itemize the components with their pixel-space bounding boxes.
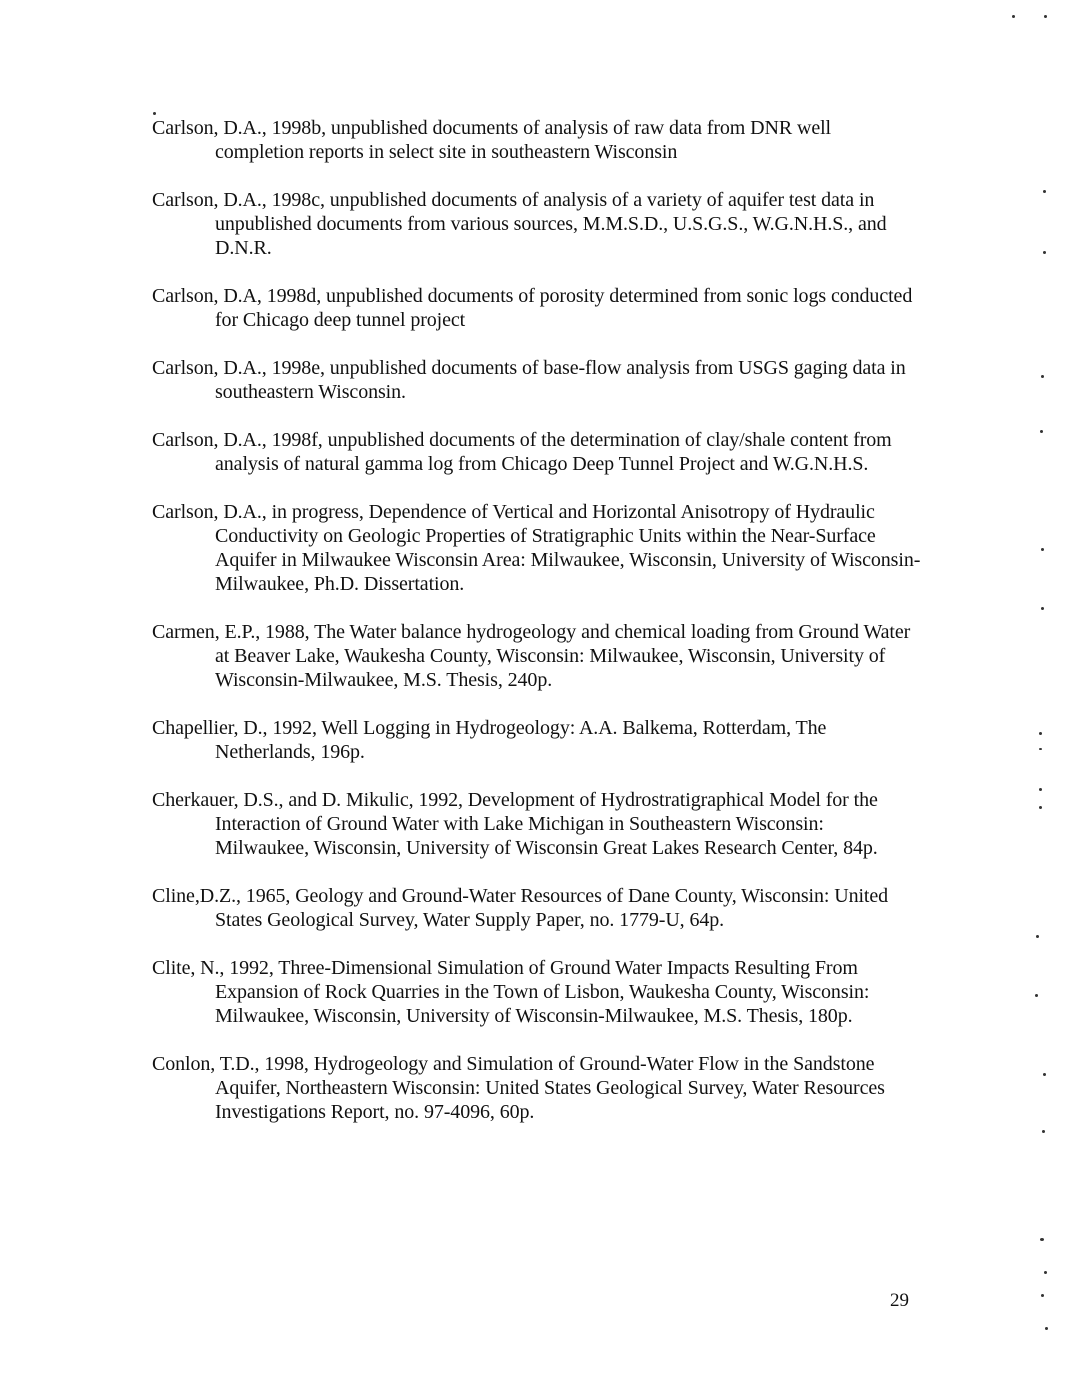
reference-entry: Cherkauer, D.S., and D. Mikulic, 1992, Development of Hydrostratigraphical Model for the Interaction of Ground Water with Lake Michigan in Southeastern Wisconsin: Milwaukee, Wisconsin, University of Wisconsin Great Lakes Research Center, 84p. [152,789,878,859]
scan-speck [1044,15,1047,18]
scan-speck [1043,1073,1046,1076]
scan-speck [1041,1294,1044,1297]
scan-speck [1043,251,1046,254]
scan-speck [1041,375,1044,378]
reference-entry: Carlson, D.A., 1998b, unpublished documents of analysis of raw data from DNR well completion reports in select site in southeastern Wisconsin [152,117,832,163]
reference-entry: Chapellier, D., 1992, Well Logging in Hydrogeology: A.A. Balkema, Rotterdam, The Netherlands, 196p. [152,717,827,763]
scan-speck [1035,994,1038,997]
scan-speck [1039,732,1042,735]
scan-speck [1036,935,1039,938]
scan-speck [1041,548,1044,551]
scan-speck [1044,1271,1047,1274]
reference-entry: Carlson, D.A., 1998e, unpublished documents of base-flow analysis from USGS gaging data in southeastern Wisconsin. [152,357,906,403]
scan-speck [1012,15,1015,18]
scan-speck [1040,430,1043,433]
scan-speck [1041,607,1044,610]
reference-entry: Carlson, D.A., in progress, Dependence of Vertical and Horizontal Anisotropy of Hydraulic Conductivity on Geologic Properties of Stratigraphic Units within the Near-Surface Aquifer in Milwaukee Wisconsin Area: Milwaukee, Wisconsin, University of Wisconsin-Milwaukee, Ph.D. Dissertation. [152,501,921,595]
page-number: 29 [890,1290,909,1311]
reference-list [152,116,922,1148]
reference-entry: Carlson, D.A., 1998c, unpublished documents of analysis of a variety of aquifer test data in unpublished documents from various sources, M.M.S.D., U.S.G.S., W.G.N.H.S., and D.N.R. [152,189,887,259]
reference-entry: Carlson, D.A, 1998d, unpublished documents of porosity determined from sonic logs conducted for Chicago deep tunnel project [152,285,913,331]
reference-entry: Conlon, T.D., 1998, Hydrogeology and Simulation of Ground-Water Flow in the Sandstone Aquifer, Northeastern Wisconsin: United States Geological Survey, Water Resources Investigations Report, no. 97-4096, 60p. [152,1053,885,1123]
reference-entry: Carlson, D.A., 1998f, unpublished documents of the determination of clay/shale content from analysis of natural gamma log from Chicago Deep Tunnel Project and W.G.N.H.S. [152,429,892,475]
scan-speck [1039,788,1042,791]
scan-speck [1042,1130,1045,1133]
scan-speck [1040,1238,1044,1241]
scan-speck [1039,748,1042,750]
reference-entry: Clite, N., 1992, Three-Dimensional Simulation of Ground Water Impacts Resulting From Expansion of Rock Quarries in the Town of Lisbon, Waukesha County, Wisconsin: Milwaukee, Wisconsin, University of Wisconsin-Milwaukee, M.S. Thesis, 180p. [152,957,870,1027]
scan-speck [1045,1327,1048,1330]
scan-speck [153,112,156,115]
scan-speck [1043,190,1046,193]
reference-entry: Cline,D.Z., 1965, Geology and Ground-Water Resources of Dane County, Wisconsin: United States Geological Survey, Water Supply Paper, no. 1779-U, 64p. [152,885,889,931]
scan-speck [1039,806,1042,809]
reference-entry: Carmen, E.P., 1988, The Water balance hydrogeology and chemical loading from Ground Water at Beaver Lake, Waukesha County, Wisconsin: Milwaukee, Wisconsin, University of Wisconsin-Milwaukee, M.S. Thesis, 240p. [152,621,911,691]
